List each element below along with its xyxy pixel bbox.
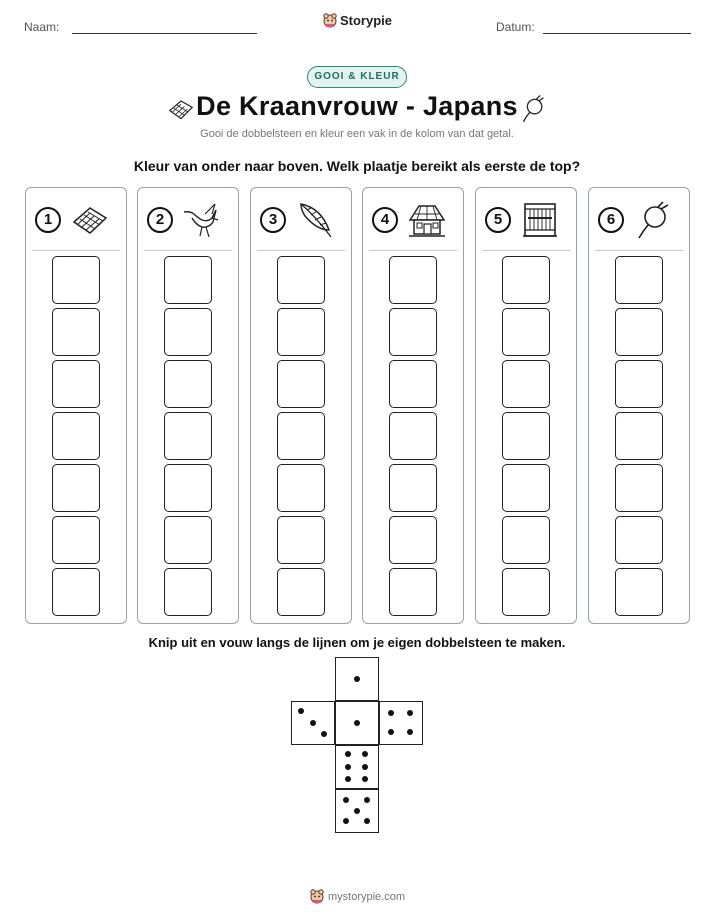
color-cell[interactable]	[164, 568, 212, 616]
color-cell[interactable]	[52, 308, 100, 356]
page-subtitle: Gooi de dobbelsteen en kleur een vak in de kolom van dat getal.	[200, 128, 514, 140]
die-face	[291, 701, 335, 745]
thatched-house-icon	[407, 200, 447, 240]
date-line[interactable]	[543, 33, 691, 34]
die-pip	[354, 720, 360, 726]
color-cell[interactable]	[615, 412, 663, 460]
column-divider	[144, 250, 232, 251]
die-pip	[364, 818, 370, 824]
color-cell[interactable]	[164, 516, 212, 564]
color-cell[interactable]	[52, 256, 100, 304]
die-face	[335, 789, 379, 833]
die-pip	[310, 720, 316, 726]
column-divider	[257, 250, 345, 251]
die-pip	[407, 710, 413, 716]
column-number: 6	[598, 207, 624, 233]
die-pip	[362, 764, 368, 770]
color-cell[interactable]	[502, 568, 550, 616]
color-cell[interactable]	[502, 360, 550, 408]
brand-name: Storypie	[339, 13, 392, 28]
color-cell[interactable]	[277, 360, 325, 408]
column-number: 2	[147, 207, 173, 233]
storypie-logo-icon	[309, 888, 325, 904]
color-cell[interactable]	[164, 308, 212, 356]
color-cell[interactable]	[389, 516, 437, 564]
date-label: Datum:	[496, 20, 535, 34]
die-pip	[343, 818, 349, 824]
color-cell[interactable]	[389, 360, 437, 408]
color-cell[interactable]	[164, 360, 212, 408]
die-pip	[345, 751, 351, 757]
snare-trap-icon	[517, 93, 549, 125]
color-cell[interactable]	[164, 256, 212, 304]
crane-bird-icon	[182, 200, 222, 240]
color-cell[interactable]	[502, 308, 550, 356]
color-cell[interactable]	[277, 256, 325, 304]
color-cell[interactable]	[277, 412, 325, 460]
die-pip	[298, 708, 304, 714]
color-cell[interactable]	[502, 256, 550, 304]
column-3	[250, 187, 352, 624]
die-face	[335, 745, 379, 789]
color-cell[interactable]	[52, 360, 100, 408]
color-cell[interactable]	[277, 516, 325, 564]
coloring-columns	[25, 187, 690, 624]
column-2	[137, 187, 239, 624]
die-pip	[362, 776, 368, 782]
page-title: De Kraanvrouw - Japans	[196, 91, 518, 121]
cut-instruction: Knip uit en vouw langs de lijnen om je eigen dobbelsteen te maken.	[148, 635, 566, 650]
snare-trap-icon	[633, 200, 673, 240]
column-1	[25, 187, 127, 624]
column-number: 3	[260, 207, 286, 233]
color-cell[interactable]	[164, 464, 212, 512]
footer-url[interactable]: mystorypie.com	[327, 891, 406, 903]
die-pip	[407, 729, 413, 735]
color-cell[interactable]	[277, 568, 325, 616]
name-line[interactable]	[72, 33, 257, 34]
die-pip	[364, 797, 370, 803]
die-pip	[345, 776, 351, 782]
weaving-loom-icon	[520, 200, 560, 240]
color-cell[interactable]	[277, 308, 325, 356]
die-pip	[362, 751, 368, 757]
activity-badge: GOOI & KLEUR	[307, 66, 407, 88]
color-cell[interactable]	[615, 516, 663, 564]
color-cell[interactable]	[502, 464, 550, 512]
color-cell[interactable]	[502, 516, 550, 564]
die-face	[335, 701, 379, 745]
column-number: 5	[485, 207, 511, 233]
color-cell[interactable]	[615, 360, 663, 408]
color-cell[interactable]	[52, 464, 100, 512]
column-number: 1	[35, 207, 61, 233]
color-cell[interactable]	[52, 516, 100, 564]
storypie-logo-icon	[322, 12, 338, 28]
feather-icon	[295, 200, 335, 240]
color-cell[interactable]	[277, 464, 325, 512]
column-divider	[595, 250, 683, 251]
column-divider	[369, 250, 457, 251]
name-label: Naam:	[24, 20, 60, 34]
die-face	[335, 657, 379, 701]
die-pip	[345, 764, 351, 770]
color-cell[interactable]	[389, 412, 437, 460]
color-cell[interactable]	[502, 412, 550, 460]
column-6	[588, 187, 690, 624]
die-pip	[321, 731, 327, 737]
column-5	[475, 187, 577, 624]
footer	[0, 888, 714, 904]
color-cell[interactable]	[389, 256, 437, 304]
color-cell[interactable]	[615, 308, 663, 356]
column-4	[362, 187, 464, 624]
color-cell[interactable]	[389, 464, 437, 512]
brand-logo	[0, 12, 714, 28]
folded-cloth-icon	[70, 200, 110, 240]
column-divider	[32, 250, 120, 251]
die-pip	[388, 729, 394, 735]
game-instruction: Kleur van onder naar boven. Welk plaatje bereikt als eerste de top?	[133, 158, 581, 174]
color-cell[interactable]	[52, 568, 100, 616]
column-number: 4	[372, 207, 398, 233]
color-cell[interactable]	[389, 568, 437, 616]
color-cell[interactable]	[52, 412, 100, 460]
die-pip	[354, 808, 360, 814]
color-cell[interactable]	[615, 256, 663, 304]
die-pip	[354, 676, 360, 682]
die-pip	[343, 797, 349, 803]
color-cell[interactable]	[164, 412, 212, 460]
color-cell[interactable]	[389, 308, 437, 356]
column-divider	[482, 250, 570, 251]
die-face	[379, 701, 423, 745]
color-cell[interactable]	[615, 464, 663, 512]
die-pip	[388, 710, 394, 716]
color-cell[interactable]	[615, 568, 663, 616]
